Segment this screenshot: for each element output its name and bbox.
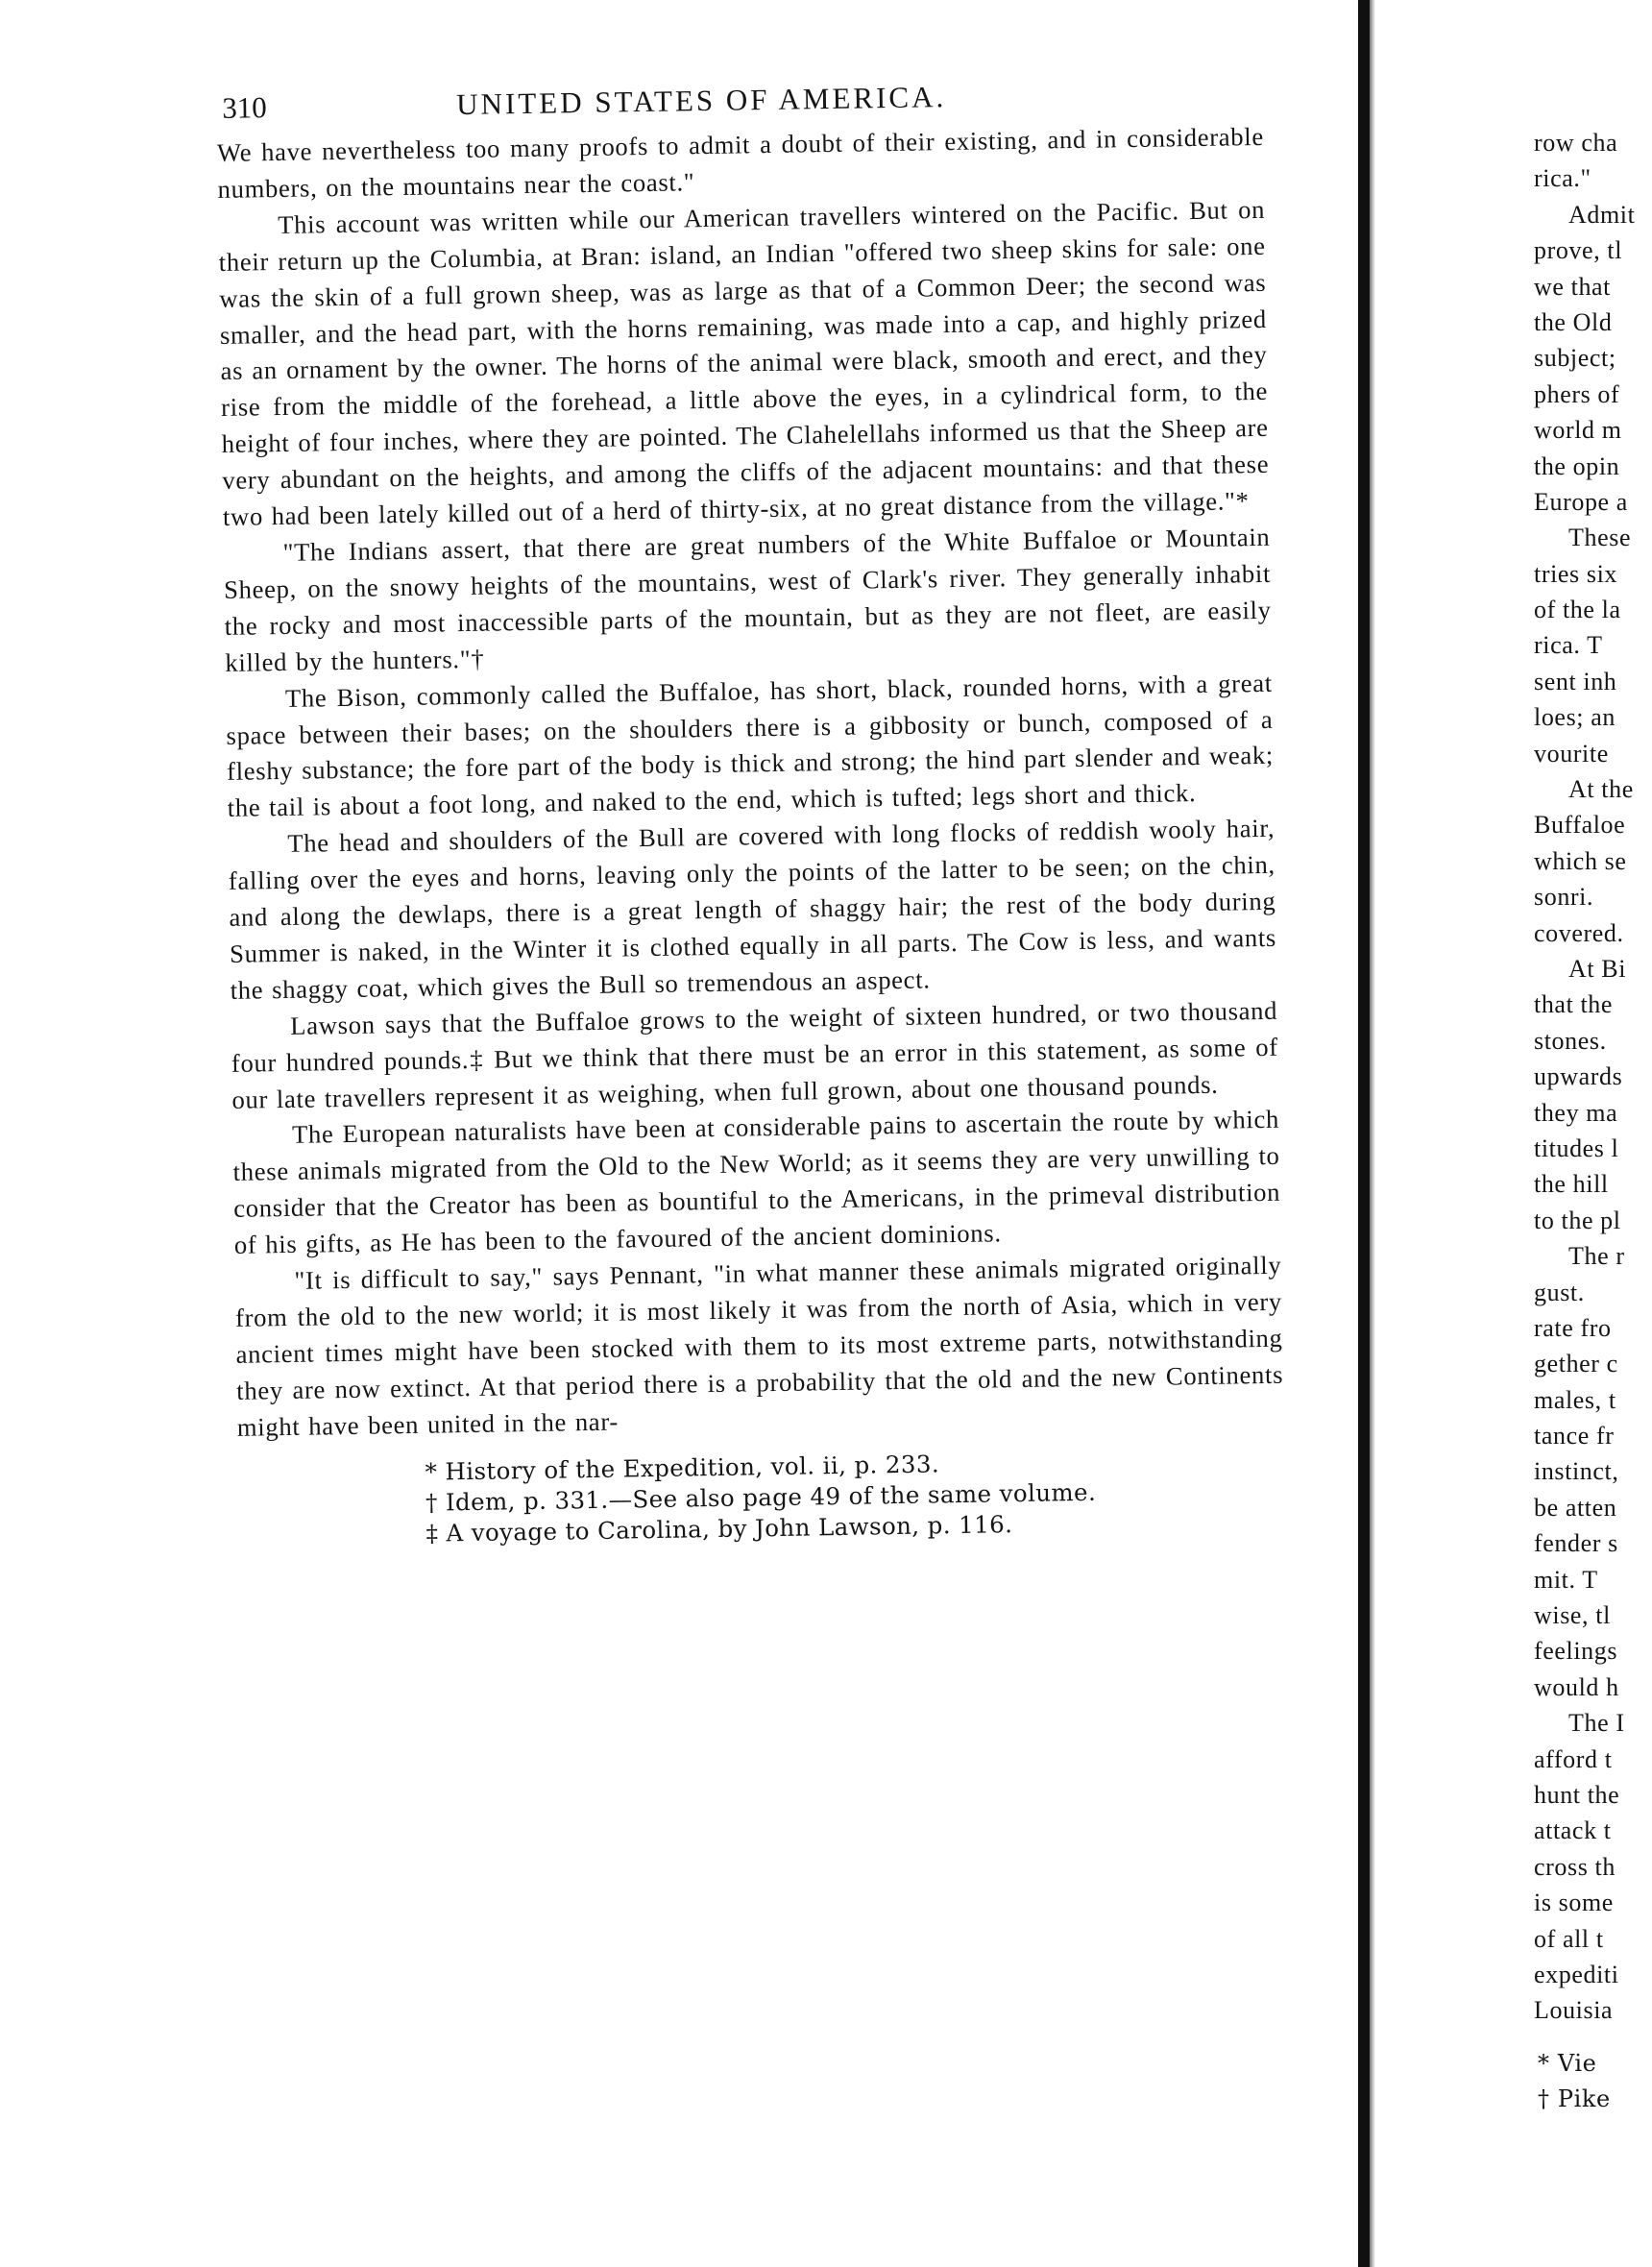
- text-line: The I: [1568, 1709, 1625, 1738]
- text-line: gether c: [1534, 1350, 1618, 1378]
- text-line: At the: [1568, 775, 1634, 804]
- text-line: gust.: [1534, 1278, 1585, 1306]
- text-line: hunt the: [1534, 1780, 1620, 1809]
- text-line: feelings: [1534, 1637, 1618, 1666]
- text-line: fender s: [1534, 1529, 1618, 1558]
- text-line: row cha: [1534, 129, 1618, 157]
- text-line: world m: [1534, 416, 1622, 445]
- footnote: ‡ A voyage to Carolina, by John Lawson, p. 116.: [425, 1509, 1013, 1548]
- text-line: phers of: [1534, 379, 1620, 408]
- text-line: rica. T: [1534, 631, 1603, 660]
- text-line: titudes l: [1534, 1134, 1619, 1162]
- text-line: Admit: [1568, 200, 1636, 229]
- text-line: subject;: [1534, 344, 1616, 373]
- text-line: of the la: [1534, 596, 1621, 624]
- text-line: loes; an: [1534, 703, 1616, 732]
- text-line: of all t: [1534, 1924, 1604, 1953]
- text-line: mit. T: [1534, 1565, 1598, 1594]
- paragraph: Lawson says that the Buffaloe grows to the weight of sixteen hundred, or two thousand four hundred pounds.‡ But we think that there must be an error in this statement, as some of our late travellers represent it as weighing, when full grown, about one thousand pounds.: [231, 995, 1278, 1114]
- text-line: The r: [1568, 1242, 1625, 1271]
- text-line: instinct,: [1534, 1457, 1619, 1486]
- text-line: sonri.: [1534, 883, 1594, 912]
- text-line: the hill: [1534, 1170, 1609, 1199]
- paragraph: We have nevertheless too many proofs to admit a doubt of their existing, and in considerable numbers, on the mountains near the coast.": [216, 121, 1265, 204]
- text-line: that the: [1534, 990, 1614, 1019]
- page-number: 310: [221, 90, 268, 125]
- text-line: to the pl: [1534, 1206, 1621, 1234]
- footnote: * Vie: [1538, 2049, 1597, 2077]
- text-line: tance fr: [1534, 1422, 1615, 1450]
- text-line: vourite: [1534, 739, 1609, 768]
- body-text: [217, 119, 1284, 1447]
- text-line: tries six: [1534, 559, 1618, 588]
- paragraph: The European naturalists have been at considerable pains to ascertain the route by which these animals migrated from the Old to the New World; as it seems they are very unwilling to consider that the Creator has been as bountiful to the Americans, in the primeval distribution of his gifts, as He has been to the favoured of the ancient dominions.: [232, 1105, 1281, 1260]
- left-page: [216, 75, 1286, 1552]
- text-line: attack t: [1534, 1816, 1612, 1845]
- paragraph: "The Indians assert, that there are great numbers of the White Buffaloe or Mountain Sheep, on the snowy heights of the mountains, west of Clark's river. They generally inhabit the rocky and most inaccessible parts of the mountain, but as they are not fleet, are easily killed by the hunters."†: [223, 522, 1272, 677]
- footnote: † Idem, p. 331.—See also page 49 of the same volume.: [425, 1477, 1097, 1517]
- text-line: wise, tl: [1534, 1601, 1611, 1630]
- gutter-shadow: [1370, 0, 1375, 2267]
- text-line: we that: [1534, 272, 1612, 301]
- text-line: which se: [1534, 846, 1627, 875]
- text-line: cross th: [1534, 1852, 1616, 1881]
- text-line: be atten: [1534, 1493, 1617, 1522]
- paragraph: The Bison, commonly called the Buffaloe, has short, black, rounded horns, with a great space between their bases; on the shoulders there is a gibbosity or bunch, composed of a fleshy substance; the fore part of the body is thick and strong; the hind part slender and weak; the tail is about a foot long, and naked to the end, which is tufted; legs short and thick.: [226, 668, 1275, 823]
- footnote: † Pike: [1538, 2085, 1611, 2113]
- text-line: the opin: [1534, 451, 1620, 480]
- text-line: stones.: [1534, 1026, 1607, 1055]
- text-line: These: [1568, 524, 1632, 552]
- text-line: Europe a: [1534, 487, 1628, 516]
- footnote-gap: [1534, 2029, 1652, 2046]
- text-line: they ma: [1534, 1098, 1618, 1127]
- book-gutter: [1358, 0, 1370, 2267]
- right-page-fragment: [1534, 125, 1652, 2117]
- paragraph: "It is difficult to say," says Pennant, "in what manner these animals migrated originally from the old to the new world; it is most likely it was from the north of Asia, which in very ancient times might have been stocked with them to its most extreme parts, notwithstanding they are now extinct. At that period there is a probability that the old and the new Continents might have been united in the nar-: [234, 1250, 1284, 1442]
- text-line: covered.: [1534, 918, 1624, 947]
- text-line: males, t: [1534, 1385, 1616, 1414]
- text-line: Buffaloe: [1534, 811, 1626, 840]
- footnote: * History of the Expedition, vol. ii, p. 233.: [425, 1449, 940, 1486]
- text-line: At Bi: [1568, 954, 1627, 983]
- text-line: rate fro: [1534, 1313, 1612, 1342]
- text-line: upwards: [1534, 1062, 1623, 1091]
- paragraph: The head and shoulders of the Bull are covered with long flocks of reddish wooly hair, falling over the eyes and horns, leaving only the points of the latter to be seen; on the chin, and along the dewlaps, there is a great length of shaggy hair; the rest of the body during Summer is naked, in the Winter it is clothed equally in all parts. The Cow is less, and wants the shaggy coat, which gives the Bull so tremendous an aspect.: [228, 814, 1277, 1005]
- text-line: the Old: [1534, 307, 1613, 336]
- running-title: UNITED STATES OF AMERICA.: [455, 80, 947, 122]
- text-line: would h: [1534, 1672, 1619, 1701]
- text-line: Louisia: [1534, 1996, 1614, 2025]
- paragraph: This account was written while our American travellers wintered on the Pacific. But on their return up the Columbia, at Bran: island, an Indian "offered two sheep skins for sale: one was the skin of a full grown sheep, was as large as that of a Common Deer; the second was smaller, and the head part, with the horns remaining, was made into a cap, and highly prized as an ornament by the owner. The horns of the animal were black, smooth and erect, and they rise from the middle of the forehead, a little above the eyes, in a cylindrical form, to the height of four inches, where they are pointed. The Clahelellahs informed us that the Sheep are very abundant on the heights, and among the cliffs of the adjacent mountains: and that these two had been lately killed out of a herd of thirty-six, at no great distance from the village."*: [218, 194, 1270, 532]
- text-line: sent inh: [1534, 667, 1617, 695]
- text-line: afford t: [1534, 1744, 1613, 1773]
- text-line: is some: [1534, 1889, 1614, 1917]
- footnotes: [425, 1443, 1285, 1548]
- text-line: prove, tl: [1534, 236, 1623, 265]
- text-line: expediti: [1534, 1960, 1619, 1988]
- text-line: rica.": [1534, 164, 1591, 193]
